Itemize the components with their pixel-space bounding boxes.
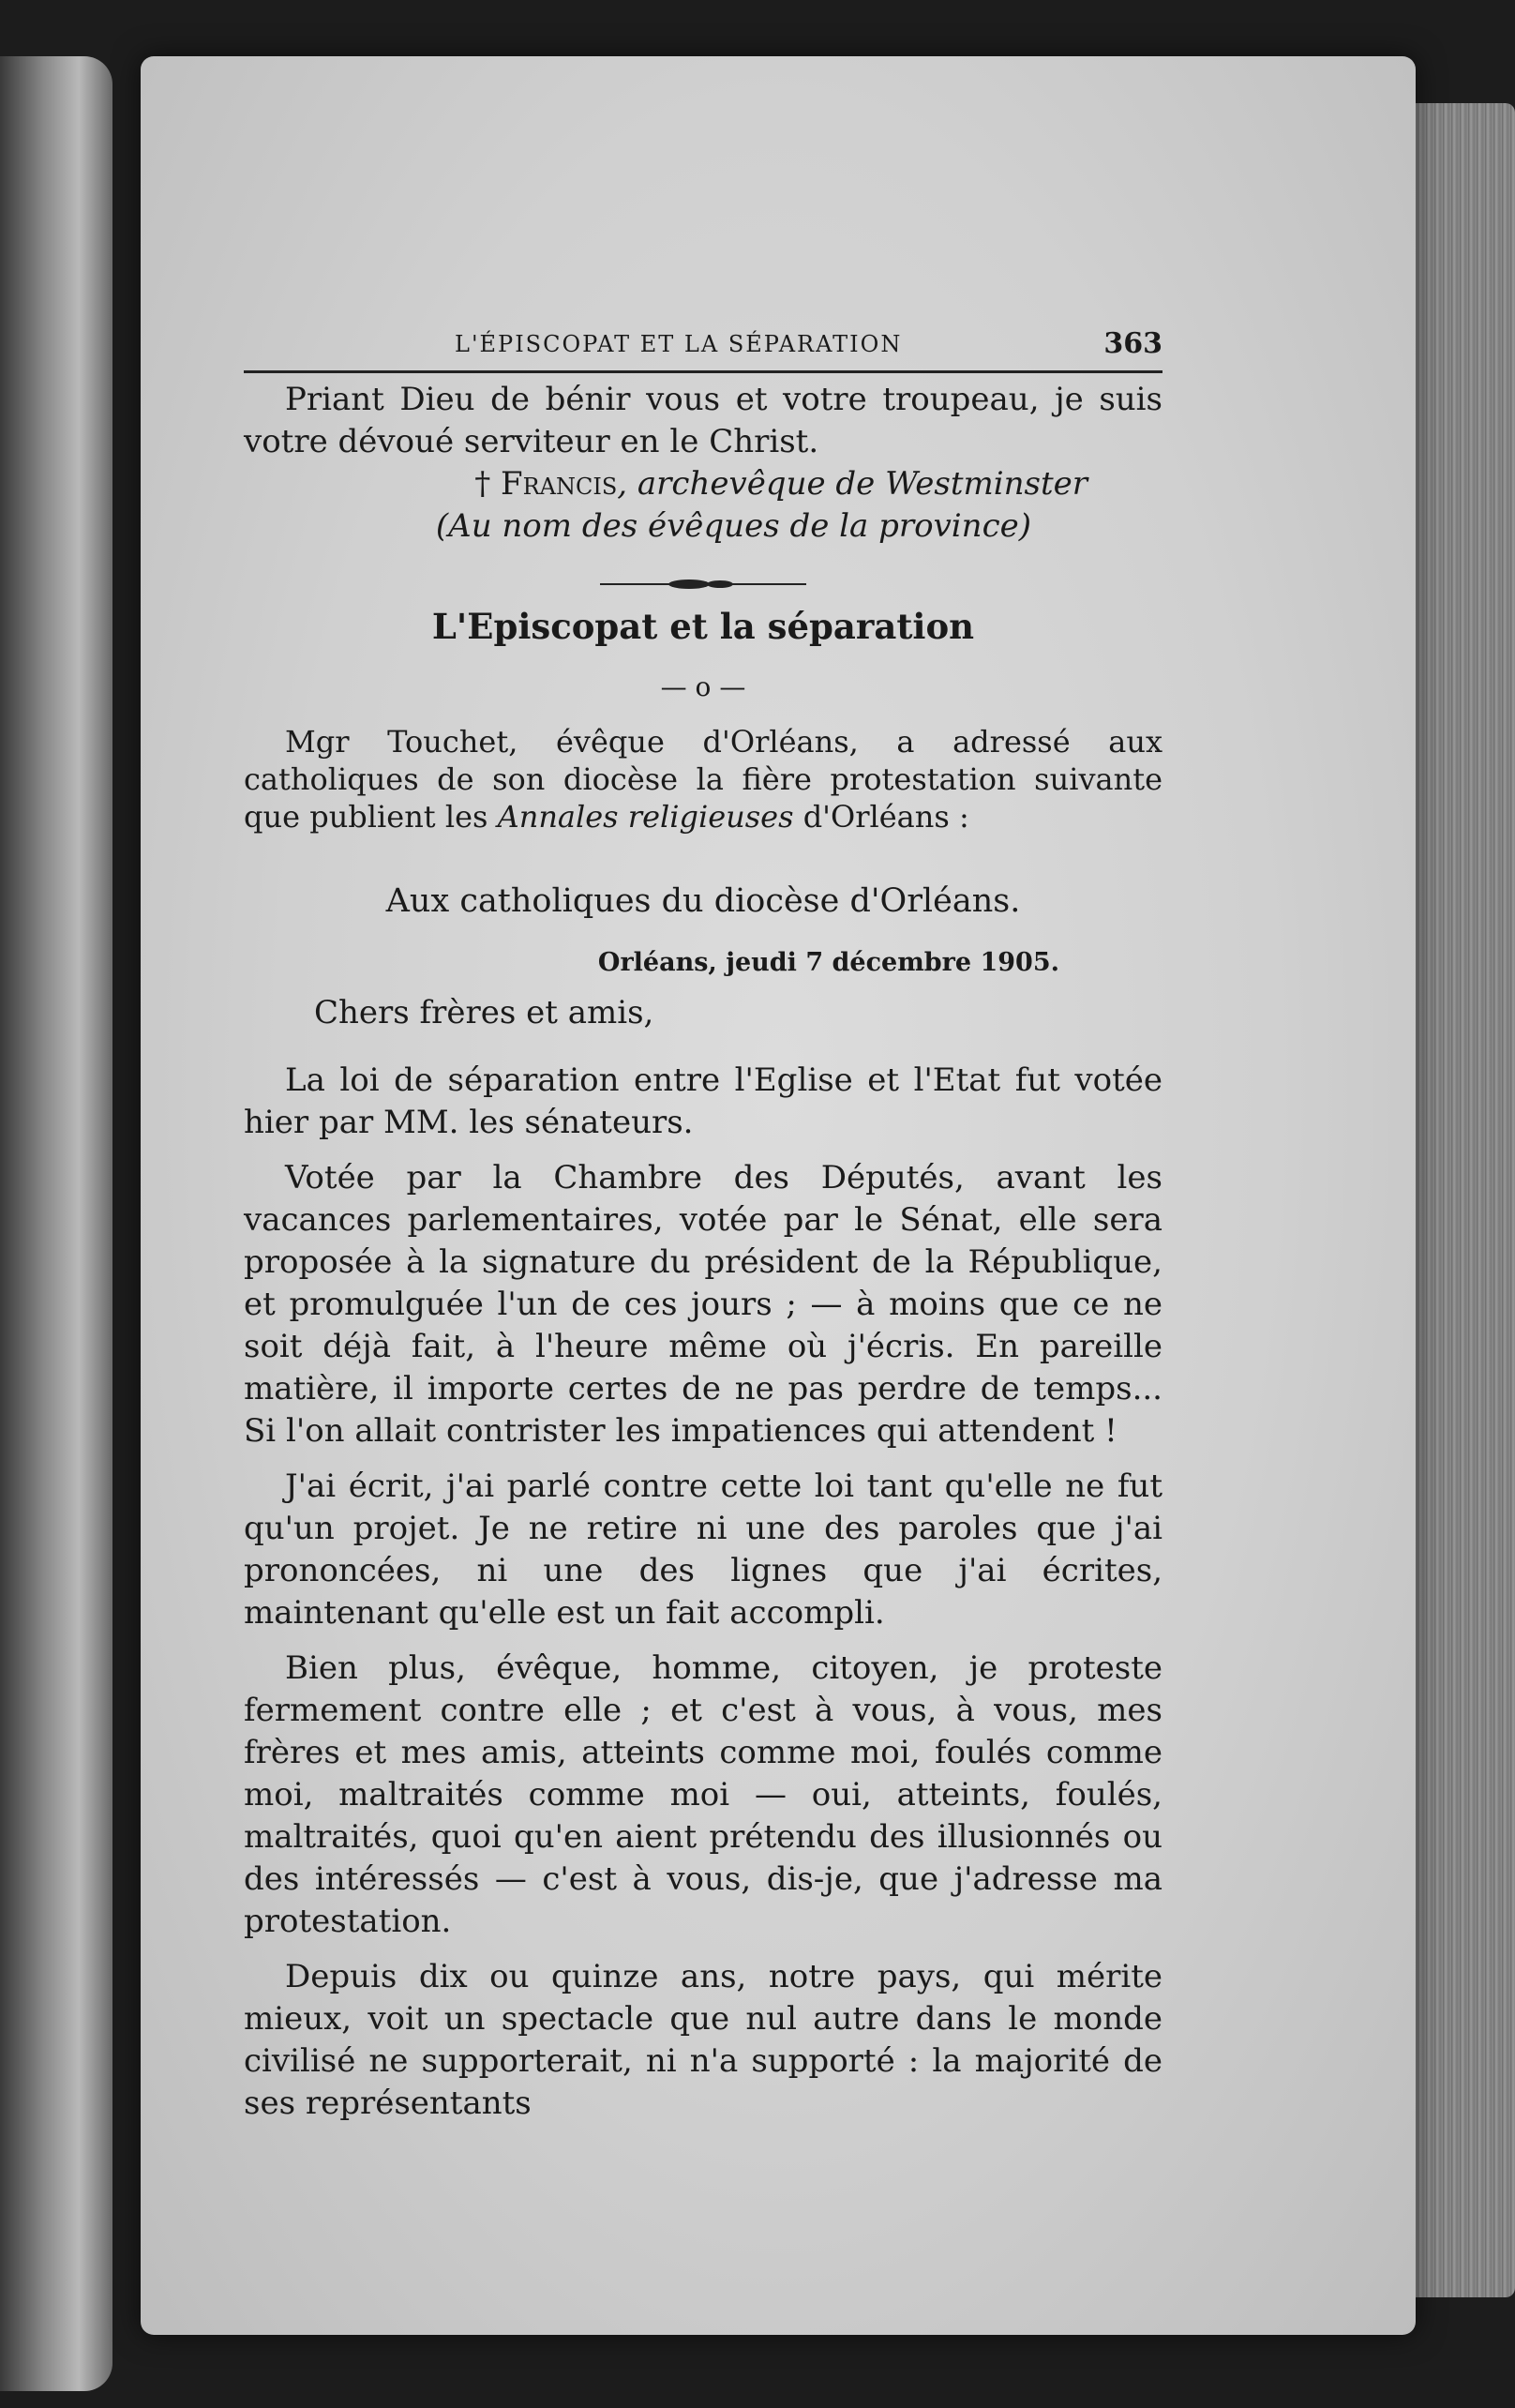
adjacent-page-left bbox=[0, 56, 112, 2391]
letter-paragraph: Bien plus, évêque, homme, citoyen, je proteste fermement contre elle ; et c'est à vous, à vous, mes frères et mes amis, atteints comme moi, foulés comme moi, maltraités comme moi — oui, atteints, foulés, maltraités, quoi qu'en aient prétendu des illusionnés ou des intéressés — c'est à vous, dis-je, que j'adresse ma protestation. bbox=[244, 1649, 1162, 1940]
intro-journal-name: Annales religieuses bbox=[497, 799, 794, 835]
page-number: 363 bbox=[1103, 327, 1162, 360]
closing-paragraph: Priant Dieu de bénir vous et votre troupeau, je suis votre dévoué serviteur en le Christ. bbox=[244, 381, 1162, 460]
signature-line bbox=[244, 463, 1162, 505]
cross-mark: † bbox=[474, 465, 501, 503]
running-title: L'ÉPISCOPAT ET LA SÉPARATION bbox=[455, 331, 903, 357]
article-heading: L'Episcopat et la séparation bbox=[431, 606, 975, 647]
signature-note: (Au nom des évêques de la province) bbox=[435, 507, 1031, 545]
letter-address: Aux catholiques du diocèse d'Orléans. bbox=[385, 882, 1021, 920]
intro-text-before: Mgr Touchet, évêque d'Orléans, a adressé aux catholiques de son diocèse la fière protestation suivante que publient les bbox=[244, 724, 1162, 835]
intro-text-after: d'Orléans : bbox=[793, 799, 969, 835]
signature-name: Francis bbox=[501, 465, 618, 503]
running-head bbox=[244, 314, 1162, 373]
letter-paragraph: Depuis dix ou quinze ans, notre pays, qui mérite mieux, voit un spectacle que nul autre dans le monde civilisé ne supporterait, ni n'a supporté : la majorité de ses représentants bbox=[244, 1958, 1162, 2122]
letter-paragraph: La loi de séparation entre l'Eglise et l'Etat fut votée hier par MM. les sénateurs. bbox=[244, 1061, 1162, 1141]
letter-salutation: Chers frères et amis, bbox=[314, 994, 654, 1031]
separator-mark: — o — bbox=[660, 671, 746, 702]
letter-dateline: Orléans, jeudi 7 décembre 1905. bbox=[597, 948, 1059, 977]
intro-paragraph bbox=[244, 723, 1162, 835]
letter-paragraph: J'ai écrit, j'ai parlé contre cette loi tant qu'elle ne fut qu'un projet. Je ne retire ni une des paroles que j'ai prononcées, ni une des lignes que j'ai écrites, maintenant qu'elle est un fait accompli. bbox=[244, 1467, 1162, 1632]
ornament-divider bbox=[600, 574, 806, 594]
signature-title: , archevêque de Westminster bbox=[617, 465, 1088, 503]
letter-paragraph: Votée par la Chambre des Députés, avant les vacances parlementaires, votée par le Sénat, elle sera proposée à la signature du président de la République, et promulguée l'un de ces jours ; — à moins que ce ne soit déjà fait, à l'heure même où j'écris. En pareille matière, il importe certes de ne pas perdre de temps... Si l'on allait contrister les impatiences qui attendent ! bbox=[244, 1159, 1162, 1450]
page-text-area bbox=[244, 314, 1162, 2138]
